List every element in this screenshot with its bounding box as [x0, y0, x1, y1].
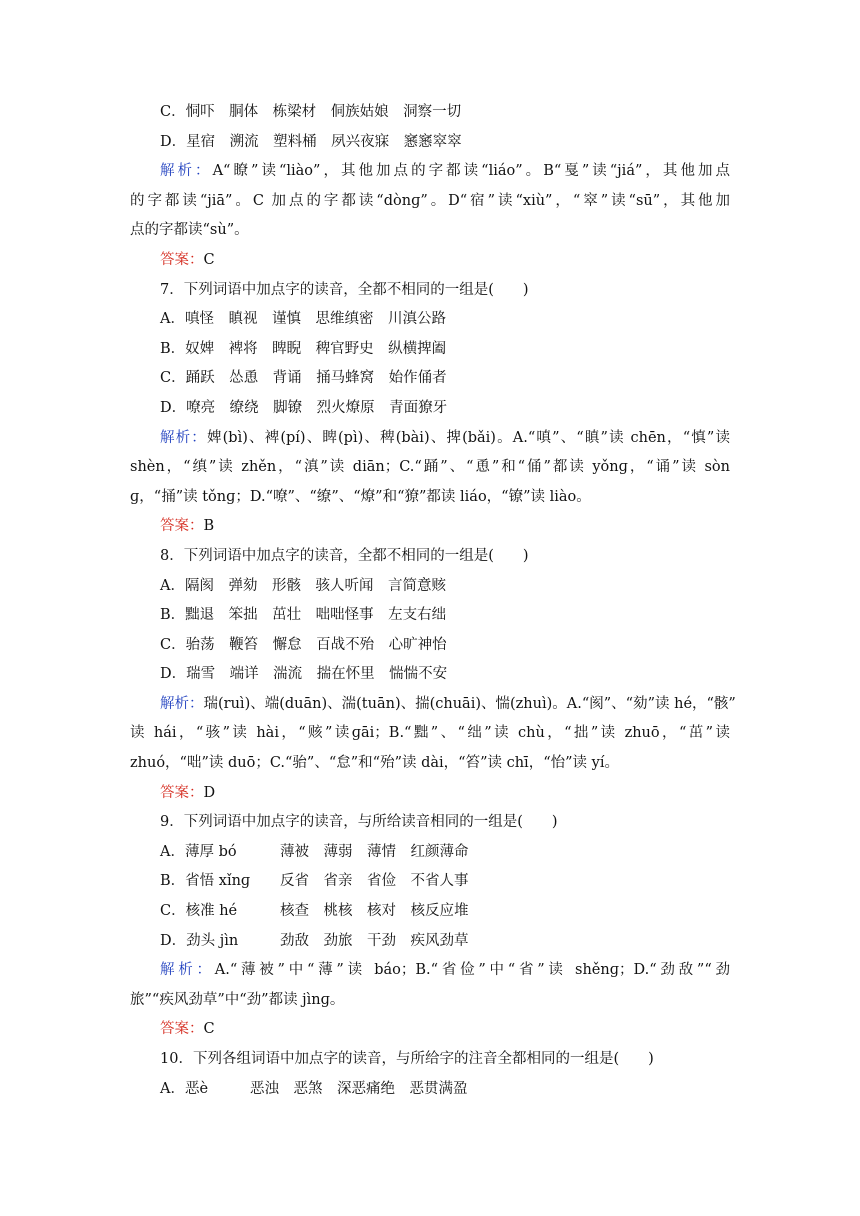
- option-words: 劲敌 劲旅 干劲 疾风劲草: [280, 932, 469, 949]
- answer-q6: [130, 246, 730, 276]
- answer-q7: [130, 512, 730, 542]
- document-page: [130, 98, 736, 1104]
- option-a-q9: [130, 838, 730, 868]
- option-d-q6: D．星宿 溯流 塑料桶 夙兴夜寐 窸窸窣窣: [160, 133, 462, 150]
- analysis-q6-line1: [130, 157, 730, 187]
- analysis-text: A“瞭”读“liào”，其他加点的字都读“liáo”。B“戛”读“jiá”，其他加点: [212, 163, 730, 180]
- analysis-q9-line2: 旅”“疾风劲草”中“劲”都读 jìnɡ。: [130, 991, 345, 1008]
- option-c-q9: [130, 897, 730, 927]
- option-words: 薄被 薄弱 薄情 红颜薄命: [280, 843, 469, 860]
- analysis-q7-line2: shèn，“缜”读 zhěn，“滇”读 diān；C.“踊”、“恿”和“俑”都读 yǒnɡ，“诵”读 sòn: [130, 459, 730, 476]
- answer-label: 答案：: [160, 518, 204, 535]
- analysis-q8-line2: 读 hái，“骇”读 hài，“赅”读ɡāi；B.“黜”、“绌”读 chù，“拙”读 zhuō，“茁”读: [130, 725, 730, 742]
- option-d-q8: D．瑞雪 端详 湍流 揣在怀里 惴惴不安: [160, 666, 448, 683]
- option-head: D．劲头 jìn: [160, 932, 239, 949]
- option-b-q7: B．奴婢 裨将 睥睨 稗官野史 纵横捭阖: [160, 340, 447, 357]
- option-head: B．省悟 xǐnɡ: [160, 873, 251, 890]
- analysis-q9-line1: [130, 956, 730, 986]
- answer-label: 答案：: [160, 1021, 204, 1038]
- analysis-q7-line3: ɡ，“捅”读 tǒnɡ；D.“嘹”、“缭”、“燎”和“獠”都读 liáo，“镣”读 liào。: [130, 488, 591, 505]
- option-words: 恶浊 恶煞 深恶痛绝 恶贯满盈: [250, 1080, 468, 1097]
- analysis-label: 解析：: [160, 429, 207, 446]
- option-d-q7: D．嘹亮 缭绕 脚镣 烈火燎原 青面獠牙: [160, 399, 448, 416]
- option-head: A．薄厚 bó: [160, 843, 237, 860]
- analysis-text: 婢(bì)、裨(pí)、睥(pì)、稗(bài)、捭(bǎi)。A.“嗔”、“瞋”读 chēn，“慎”读: [206, 429, 730, 446]
- analysis-q7-line1: [130, 424, 730, 454]
- question-10: 10．下列各组词语中加点字的读音，与所给字的注音全都相同的一组是( ): [160, 1051, 654, 1067]
- option-a-q10: [130, 1075, 730, 1105]
- analysis-text: 瑞(ruì)、端(duān)、湍(tuān)、揣(chuāi)、惴(zhuì)。A.“阂”、“劾”读 hé，“骸”: [203, 695, 736, 712]
- question-7: 7．下列词语中加点字的读音，全都不相同的一组是( ): [160, 281, 529, 298]
- answer-value: D: [203, 784, 216, 801]
- analysis-label: 解析：: [160, 163, 213, 180]
- option-c-q6: C．恫吓 胴体 栋梁材 侗族姑娘 洞察一切: [160, 104, 462, 120]
- answer-value: C: [203, 1021, 215, 1038]
- question-8: 8．下列词语中加点字的读音，全都不相同的一组是( ): [160, 547, 529, 564]
- option-head: C．核准 hé: [160, 903, 238, 920]
- option-b-q9: [130, 867, 730, 897]
- analysis-q8-line3: zhuó，“咄”读 duō；C.“骀”、“怠”和“殆”读 dài，“笞”读 chī，“怡”读 yí。: [130, 755, 619, 772]
- answer-value: C: [203, 251, 215, 268]
- answer-q8: [130, 779, 730, 809]
- answer-value: B: [203, 518, 215, 535]
- option-head: A．恶è: [160, 1080, 209, 1097]
- answer-label: 答案：: [160, 784, 204, 801]
- answer-q9: [130, 1015, 730, 1045]
- option-c-q8: C．骀荡 鞭笞 懈怠 百战不殆 心旷神怡: [160, 636, 447, 653]
- option-a-q7: A．嗔怪 瞋视 谨慎 思维缜密 川滇公路: [160, 311, 446, 328]
- option-d-q9: [130, 927, 730, 957]
- answer-label: 答案：: [160, 251, 204, 268]
- option-words: 核查 桃核 核对 核反应堆: [280, 903, 469, 920]
- question-9: 9．下列词语中加点字的读音，与所给读音相同的一组是( ): [160, 814, 558, 831]
- option-c-q7: C．踊跃 怂恿 背诵 捅马蜂窝 始作俑者: [160, 370, 447, 387]
- analysis-label: 解析：: [160, 962, 215, 979]
- analysis-text: A.“薄被”中“薄”读 báo；B.“省俭”中“省”读 shěnɡ；D.“劲敌”“劲: [214, 962, 730, 979]
- option-a-q8: A．隔阂 弹劾 形骸 骇人听闻 言简意赅: [160, 577, 446, 594]
- option-words: 反省 省亲 省俭 不省人事: [280, 873, 469, 890]
- analysis-q6-line2: 的字都读“jiā”。C 加点的字都读“dònɡ”。D“宿”读“xiù”，“窣”读“sū”，其他加: [130, 192, 731, 209]
- analysis-label: 解析：: [160, 695, 204, 712]
- analysis-q6-line3: 点的字都读“sù”。: [130, 222, 249, 239]
- analysis-q8-line1: [130, 690, 736, 720]
- option-b-q8: B．黜退 笨拙 茁壮 咄咄怪事 左支右绌: [160, 607, 447, 624]
